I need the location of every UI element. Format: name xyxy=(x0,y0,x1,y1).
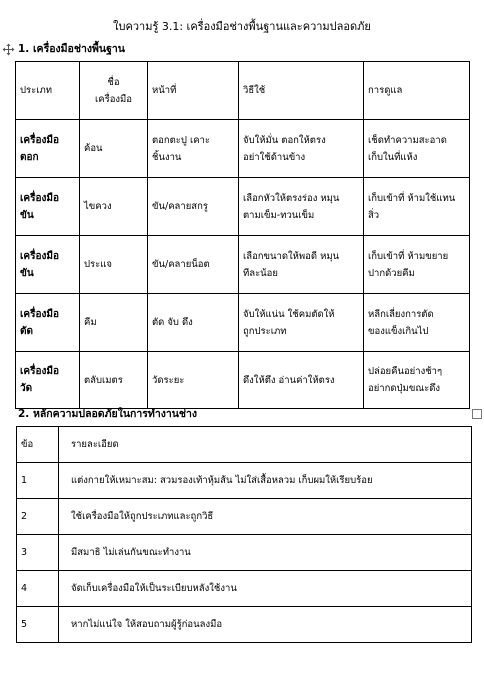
table-cell: 5 xyxy=(17,607,59,643)
table-cell: เช็ดทำความสะอาด เก็บในที่แห้ง xyxy=(364,120,470,178)
table-cell: ไขควง xyxy=(80,178,148,236)
tools-header-row xyxy=(16,62,470,120)
table-cell: 3 xyxy=(17,535,59,571)
tools-header-cell: ชื่อ เครื่องมือ xyxy=(80,62,148,120)
table-cell: จัดเก็บเครื่องมือให้เป็นระเบียบหลังใช้งาน xyxy=(59,571,472,607)
table-cell: ปล่อยคืนอย่างช้าๆ อย่ากดปุ่มขณะดึง xyxy=(364,352,470,409)
tools-header-cell: วิธีใช้ xyxy=(239,62,364,120)
table-cell: เครื่องมือ ขัน xyxy=(16,236,80,294)
table-row xyxy=(16,294,470,352)
safety-header-row xyxy=(17,427,472,463)
table-cell: เครื่องมือ ตัด xyxy=(16,294,80,352)
table-cell: ตัด จับ ดึง xyxy=(148,294,239,352)
table-end-marker-icon[interactable] xyxy=(472,409,482,419)
move-arrows-icon[interactable] xyxy=(2,43,15,56)
table-cell: แต่งกายให้เหมาะสม: สวมรองเท้าหุ้มส้น ไม่ใส่เสื้อหลวม เก็บผมให้เรียบร้อย xyxy=(59,463,472,499)
table-cell: ใช้เครื่องมือให้ถูกประเภทและถูกวิธี xyxy=(59,499,472,535)
safety-header-cell: ข้อ xyxy=(17,427,59,463)
table-cell: 1 xyxy=(17,463,59,499)
table-row xyxy=(17,607,472,643)
tools-header-cell: ประเภท xyxy=(16,62,80,120)
table-cell: เลือกขนาดให้พอดี หมุน ทีละน้อย xyxy=(239,236,364,294)
section-1-heading: 1. เครื่องมือช่างพื้นฐาน xyxy=(18,43,125,55)
table-row xyxy=(16,236,470,294)
table-cell: เครื่องมือ ตอก xyxy=(16,120,80,178)
table-cell: หากไม่แน่ใจ ให้สอบถามผู้รู้ก่อนลงมือ xyxy=(59,607,472,643)
table-cell: 4 xyxy=(17,571,59,607)
table-cell: ขัน/คลายสกรู xyxy=(148,178,239,236)
safety-table-body xyxy=(17,427,472,643)
table-cell: เครื่องมือ ขัน xyxy=(16,178,80,236)
table-cell: วัดระยะ xyxy=(148,352,239,409)
tools-table xyxy=(15,61,470,409)
safety-table xyxy=(16,426,472,643)
table-cell: ขัน/คลายน็อต xyxy=(148,236,239,294)
table-cell: มีสมาธิ ไม่เล่นกันขณะทำงาน xyxy=(59,535,472,571)
table-row xyxy=(17,463,472,499)
table-cell: เลือกหัวให้ตรงร่อง หมุน ตามเข็ม-ทวนเข็ม xyxy=(239,178,364,236)
table-cell: ประแจ xyxy=(80,236,148,294)
table-cell: เครื่องมือ วัด xyxy=(16,352,80,409)
table-cell: จับให้มั่น ตอกให้ตรง อย่าใช้ด้านข้าง xyxy=(239,120,364,178)
safety-header-cell: รายละเอียด xyxy=(59,427,472,463)
table-cell: หลีกเลี่ยงการตัด ของแข็งเกินไป xyxy=(364,294,470,352)
table-cell: ตลับเมตร xyxy=(80,352,148,409)
table-cell: 2 xyxy=(17,499,59,535)
section-2-heading: 2. หลักความปลอดภัยในการทำงานช่าง xyxy=(18,408,198,420)
table-row xyxy=(16,178,470,236)
document-title: ใบความรู้ 3.1: เครื่องมือช่างพื้นฐานและความปลอดภัย xyxy=(113,20,371,33)
table-row xyxy=(17,499,472,535)
table-row xyxy=(17,535,472,571)
tools-table-body xyxy=(16,62,470,409)
table-row xyxy=(16,120,470,178)
table-cell: จับให้แน่น ใช้คมตัดให้ ถูกประเภท xyxy=(239,294,364,352)
table-cell: คีม xyxy=(80,294,148,352)
table-cell: ดึงให้ตึง อ่านค่าให้ตรง xyxy=(239,352,364,409)
tools-header-cell: การดูแล xyxy=(364,62,470,120)
move-arrows-glyph xyxy=(2,43,15,56)
table-row xyxy=(17,571,472,607)
table-cell: เก็บเข้าที่ ห้ามใช้แทน สิ่ว xyxy=(364,178,470,236)
table-cell: เก็บเข้าที่ ห้ามขยาย ปากด้วยคีม xyxy=(364,236,470,294)
tools-header-cell: หน้าที่ xyxy=(148,62,239,120)
table-cell: ค้อน xyxy=(80,120,148,178)
table-cell: ตอกตะปู เคาะ ชิ้นงาน xyxy=(148,120,239,178)
table-row xyxy=(16,352,470,409)
